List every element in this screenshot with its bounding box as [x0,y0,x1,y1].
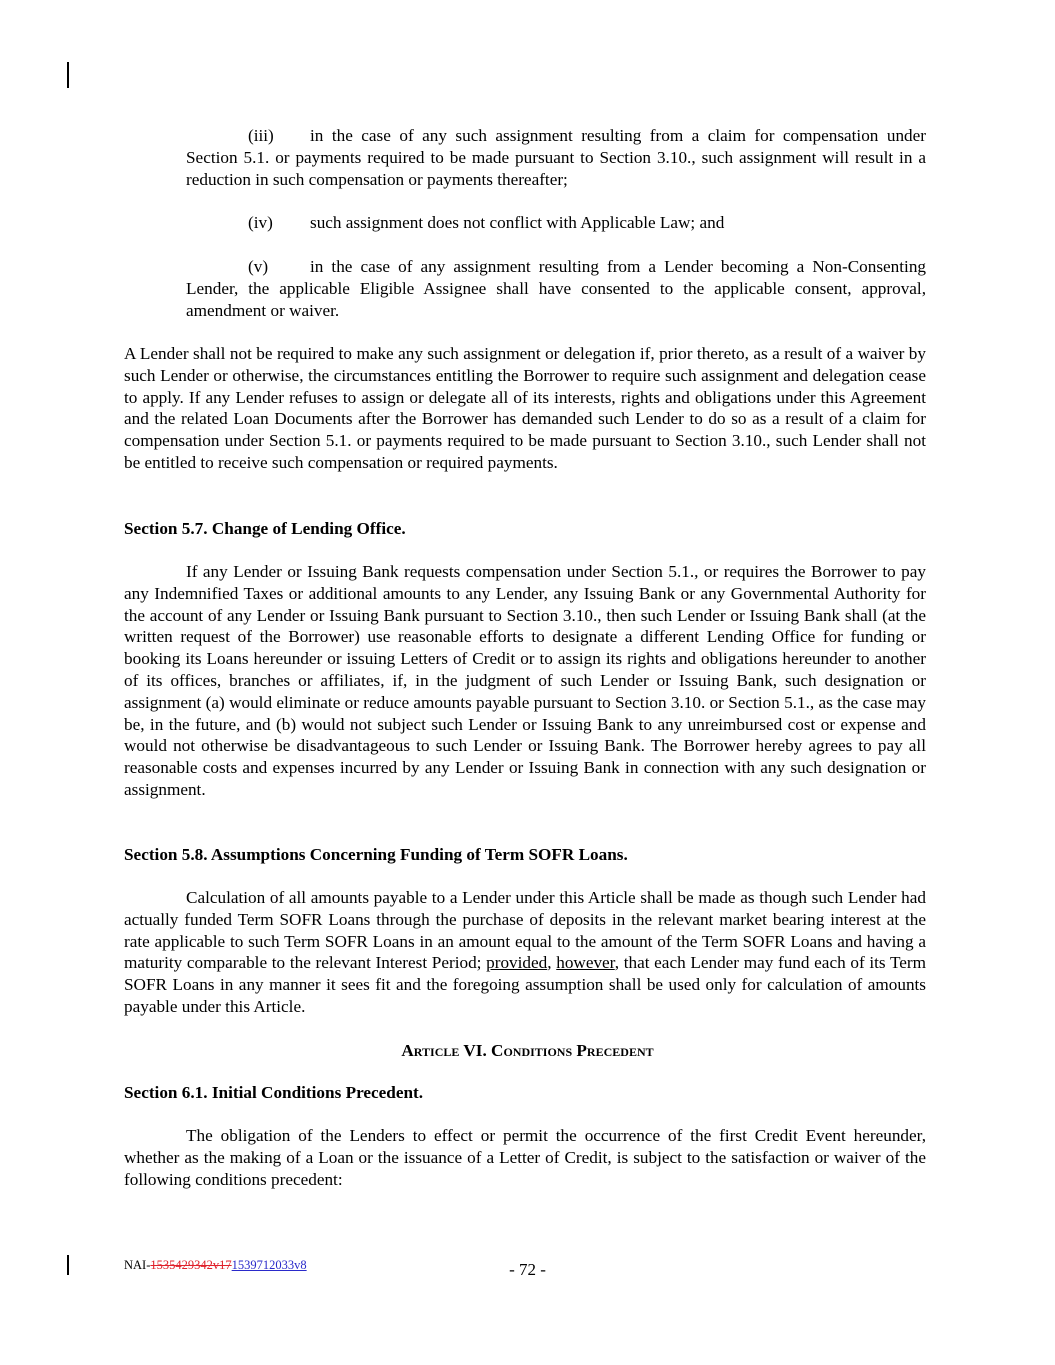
section-6-1-body: The obligation of the Lenders to effect or permit the occurrence of the first Credit Event hereunder, whether as the making of a Loan or the issuance of a Letter of Credit, is subject to the satisfaction or waiver of the following conditions precedent: [124,1126,926,1189]
section-5-7-body: If any Lender or Issuing Bank requests compensation under Section 5.1., or requires the Borrower to pay any Indemnified Taxes or additional amounts to any Lender, any Issuing Bank or any Governmental Authority for the account of any Lender or Issuing Bank pursuant to Section 3.10., then such Lender or Issuing Bank shall (at the written request of the Borrower) use reasonable efforts to designate a different Lending Office for funding or booking its Loans hereunder or issuing Letters of Credit or to assign its rights and obligations hereunder to another of its offices, branches or affiliates, if, in the judgment of such Lender or Issuing Bank, such designation or assignment (a) would eliminate or reduce amounts payable pursuant to Section 3.10. or Section 5.1., as the case may be, in the future, and (b) would not subject such Lender or Issuing Bank to any unreimbursed cost or expense and would not otherwise be disadvantageous to such Lender or Issuing Bank. The Borrower hereby agrees to pay all reasonable costs and expenses incurred by any Lender or Issuing Bank in connection with any such designation or assignment. [124,562,926,799]
however-term: however [556,953,615,973]
paragraph-lender-assignment: A Lender shall not be required to make any such assignment or delegation if, prior thereto, as a result of a waiver by such Lender or otherwise, the circumstances entitling the Borrower to require such assignment and delegation cease to apply. If any Lender refuses to assign or delegate all of its interests, rights and obligations under this Agreement and the related Loan Documents after the Borrower has demanded such Lender to do so as a result of a claim for compensation under Section 5.1. or payments required to be made pursuant to Section 3.10., such Lender shall not be entitled to receive such compensation or required payments. [124,344,926,472]
article-heading: Article VI. Conditions Precedent [401,1041,654,1060]
clause-iii: (iii) in the case of any such assignment resulting from a claim for compensation under Section 5.1. or payments required to be made pursuant to Section 3.10., such assignment will result in a reduction in such compensation or payments thereafter; [186,126,926,189]
section-5-8-heading: Section 5.8. Assumptions Concerning Funding of Term SOFR Loans. [124,845,628,864]
change-bar-top [67,62,69,88]
document-id: NAI-1535429342v171539712033v8 [124,1258,307,1272]
page-number: - 72 - [509,1260,546,1279]
inserted-doc-id: 1539712033v8 [231,1258,307,1272]
clause-number: (iii) [248,126,274,145]
deleted-doc-id: 1535429342v17 [150,1258,232,1272]
clause-iv: (iv) such assignment does not conflict with Applicable Law; and [248,213,725,232]
clause-number: (v) [248,257,269,276]
provided-term: provided [486,953,548,973]
clause-v: (v) in the case of any assignment resulting from a Lender becoming a Non-Consenting Lender, the applicable Eligible Assignee shall have consented to the applicable consent, approval, amendment or waiver. [186,257,927,320]
section-5-8-body: Calculation of all amounts payable to a Lender under this Article shall be made as though such Lender had actually funded Term SOFR Loans through the purchase of deposits in the relevant market bearing interest at the rate applicable to such Term SOFR Loans in an amount equal to the amount of the Term SOFR Loans and having a maturity comparable to the relevant Interest Period; provided, however, that each Lender may fund each of its Term SOFR Loans in any manner it sees fit and the foregoing assumption shall be used only for calculation of amounts payable under this Article. [124,888,926,1016]
clause-number: (iv) [248,213,273,232]
section-5-7-heading: Section 5.7. Change of Lending Office. [124,519,406,538]
section-6-1-heading: Section 6.1. Initial Conditions Precedent. [124,1083,424,1102]
